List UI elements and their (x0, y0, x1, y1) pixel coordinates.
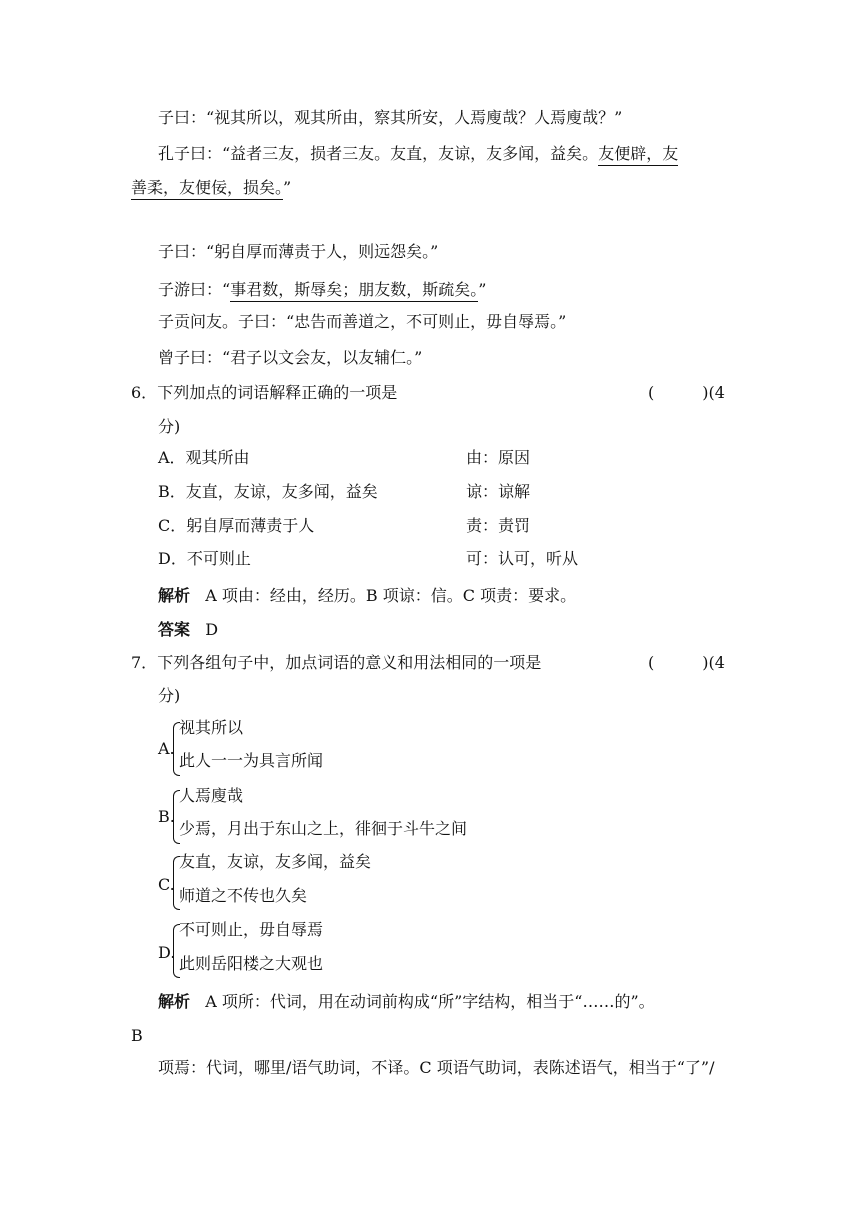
q6-stem: 6．下列加点的词语解释正确的一项是 (131, 383, 398, 402)
q7-option-a-letter: A. (158, 739, 175, 758)
q6-option-b: B．友直，友谅，友多闻，益矣 (158, 482, 378, 501)
q7-stem: 7．下列各组句子中，加点词语的意义和用法相同的一项是 (131, 653, 542, 672)
underlined-phrase: 友便辟，友 (598, 144, 678, 166)
q7-analysis-b: B (131, 1026, 143, 1045)
q6-paren: ( )(4 (648, 383, 725, 402)
quote-line-5: 子贡问友。子曰：“忠告而善道之，不可则止，毋自辱焉。” (158, 312, 567, 331)
quote-line-6: 曾子曰：“君子以文会友，以友辅仁。” (158, 348, 423, 367)
q7-analysis: 解析 A 项所：代词，用在动词前构成“所”字结构，相当于“……的”。 (158, 992, 655, 1011)
q7-option-d-letter: D. (158, 943, 176, 962)
underlined-phrase: 善柔，友便佞，损矣。 (131, 178, 283, 200)
q6-option-c-gloss: 责：责罚 (466, 516, 531, 535)
quote-line-2: 孔子曰：“益者三友，损者三友。友直，友谅，友多闻，益矣。友便辟，友 (158, 144, 678, 164)
q6-option-c: C．躬自厚而薄责于人 (158, 516, 315, 535)
q6-answer: 答案 D (158, 620, 219, 639)
q6-option-d: D．不可则止 (158, 549, 251, 568)
q7-option-a-line1: 视其所以 (179, 718, 244, 737)
q7-option-c-letter: C. (158, 875, 175, 894)
q6-analysis: 解析 A 项由：经由，经历。B 项谅：信。C 项责：要求。 (158, 586, 577, 605)
q7-option-d-line1: 不可则止，毋自辱焉 (179, 920, 324, 939)
q7-option-c-line2: 师道之不传也久矣 (179, 886, 308, 905)
q7-option-a-line2: 此人一一为具言所闻 (179, 751, 324, 770)
q6-option-a: A．观其所由 (158, 448, 250, 467)
q7-paren: ( )(4 (648, 653, 725, 672)
q7-option-b-line2: 少焉，月出于东山之上，徘徊于斗牛之间 (179, 819, 468, 838)
q6-option-d-gloss: 可：认可，听从 (466, 549, 579, 568)
q7-points-tail: 分) (158, 686, 181, 705)
quote-line-4: 子游曰：“事君数，斯辱矣；朋友数，斯疏矣。” (158, 280, 486, 300)
quote-line-2-cont: 善柔，友便佞，损矣。” (131, 178, 291, 198)
q6-option-b-gloss: 谅：谅解 (466, 482, 531, 501)
q6-option-a-gloss: 由：原因 (466, 448, 531, 467)
q6-points-tail: 分) (158, 417, 181, 436)
q7-option-b-letter: B. (158, 807, 175, 826)
quote-line-3: 子曰：“躬自厚而薄责于人，则远怨矣。” (158, 242, 439, 261)
quote-line-1: 子曰：“视其所以，观其所由，察其所安，人焉廋哉？人焉廋哉？” (158, 108, 623, 127)
q7-option-c-line1: 友直，友谅，友多闻，益矣 (179, 852, 372, 871)
underlined-phrase: 事君数，斯辱矣；朋友数，斯疏矣。 (230, 280, 478, 302)
q7-option-d-line2: 此则岳阳楼之大观也 (179, 954, 324, 973)
q7-option-b-line1: 人焉廋哉 (179, 786, 244, 805)
q7-analysis-last: 项焉：代词，哪里/语气助词，不译。C 项语气助词，表陈述语气，相当于“了”/ (158, 1058, 715, 1077)
